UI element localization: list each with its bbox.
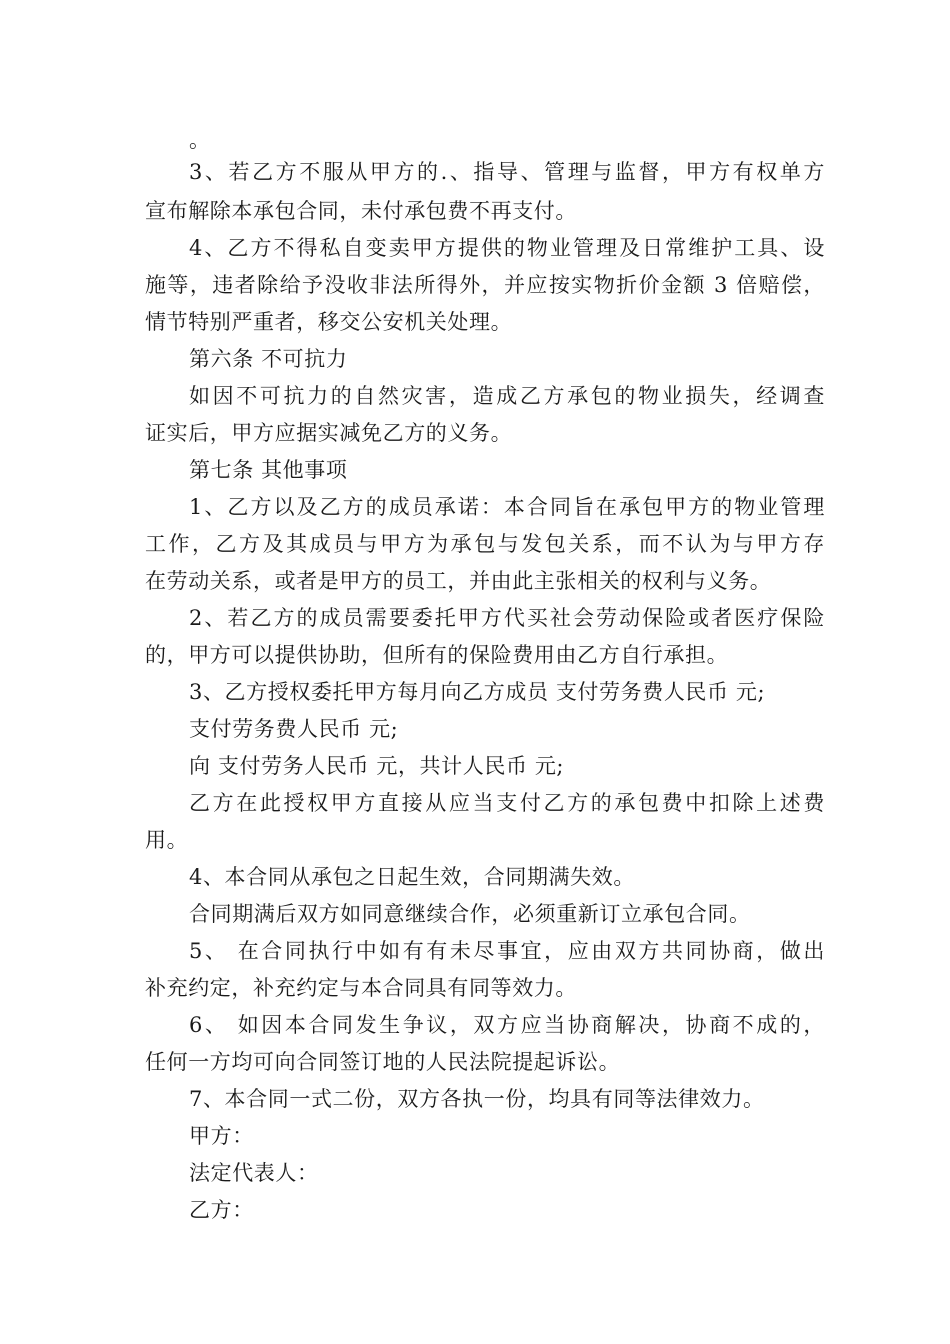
paragraph-line: 4、乙方不得私自变卖甲方提供的物业管理及日常维护工具、设 [189, 236, 825, 260]
paragraph-line: 6、 如因本合同发生争议，双方应当协商解决，协商不成的， [189, 1013, 825, 1037]
paragraph-line: 乙方在此授权甲方直接从应当支付乙方的承包费中扣除上述费 [189, 791, 825, 815]
paragraph-line: 用。 [145, 828, 189, 852]
paragraph-line: 5、 在合同执行中如有有未尽事宜，应由双方共同协商，做出 [189, 939, 825, 963]
signature-label-party-b: 乙方： [189, 1198, 254, 1222]
paragraph-line: 合同期满后双方如同意继续合作，必须重新订立承包合同。 [189, 902, 751, 926]
signature-label-legal-representative: 法定代表人： [189, 1161, 319, 1185]
paragraph-line: 支付劳务费人民币 元; [189, 717, 399, 741]
paragraph-line: 情节特别严重者，移交公安机关处理。 [145, 310, 513, 334]
paragraph-line: 补充约定，补充约定与本合同具有同等效力。 [145, 976, 577, 1000]
paragraph-line: 的，甲方可以提供协助，但所有的保险费用由乙方自行承担。 [145, 643, 729, 667]
paragraph-line: 3、若乙方不服从甲方的.、指导、管理与监督，甲方有权单方 [189, 160, 825, 184]
paragraph-line: 在劳动关系，或者是甲方的员工，并由此主张相关的权利与义务。 [145, 569, 772, 593]
paragraph-line: 1、乙方以及乙方的成员承诺：本合同旨在承包甲方的物业管理 [189, 495, 825, 519]
paragraph-line: 3、乙方授权委托甲方每月向乙方成员 支付劳务费人民币 元; [189, 680, 766, 704]
paragraph-line: 任何一方均可向合同签订地的人民法院提起诉讼。 [145, 1050, 621, 1074]
section-heading: 第六条 不可抗力 [189, 347, 348, 371]
paragraph-line: 工作，乙方及其成员与甲方为承包与发包关系，而不认为与甲方存 [145, 532, 825, 556]
paragraph-line: 宣布解除本承包合同，未付承包费不再支付。 [145, 199, 577, 223]
paragraph-line: 证实后，甲方应据实减免乙方的义务。 [145, 421, 513, 445]
signature-label-party-a: 甲方： [189, 1124, 254, 1148]
paragraph-line: 4、本合同从承包之日起生效，合同期满失效。 [189, 865, 635, 889]
section-heading: 第七条 其他事项 [189, 458, 348, 482]
paragraph-line: 7、本合同一式二份，双方各执一份，均具有同等法律效力。 [189, 1087, 765, 1111]
paragraph-line: 。 [189, 128, 211, 152]
paragraph-line: 施等，违者除给予没收非法所得外，并应按实物折价金额 3 倍赔偿， [145, 273, 825, 297]
paragraph-line: 向 支付劳务人民币 元，共计人民币 元; [189, 754, 565, 778]
paragraph-line: 2、若乙方的成员需要委托甲方代买社会劳动保险或者医疗保险 [189, 606, 825, 630]
paragraph-line: 如因不可抗力的自然灾害，造成乙方承包的物业损失，经调查 [189, 384, 825, 408]
